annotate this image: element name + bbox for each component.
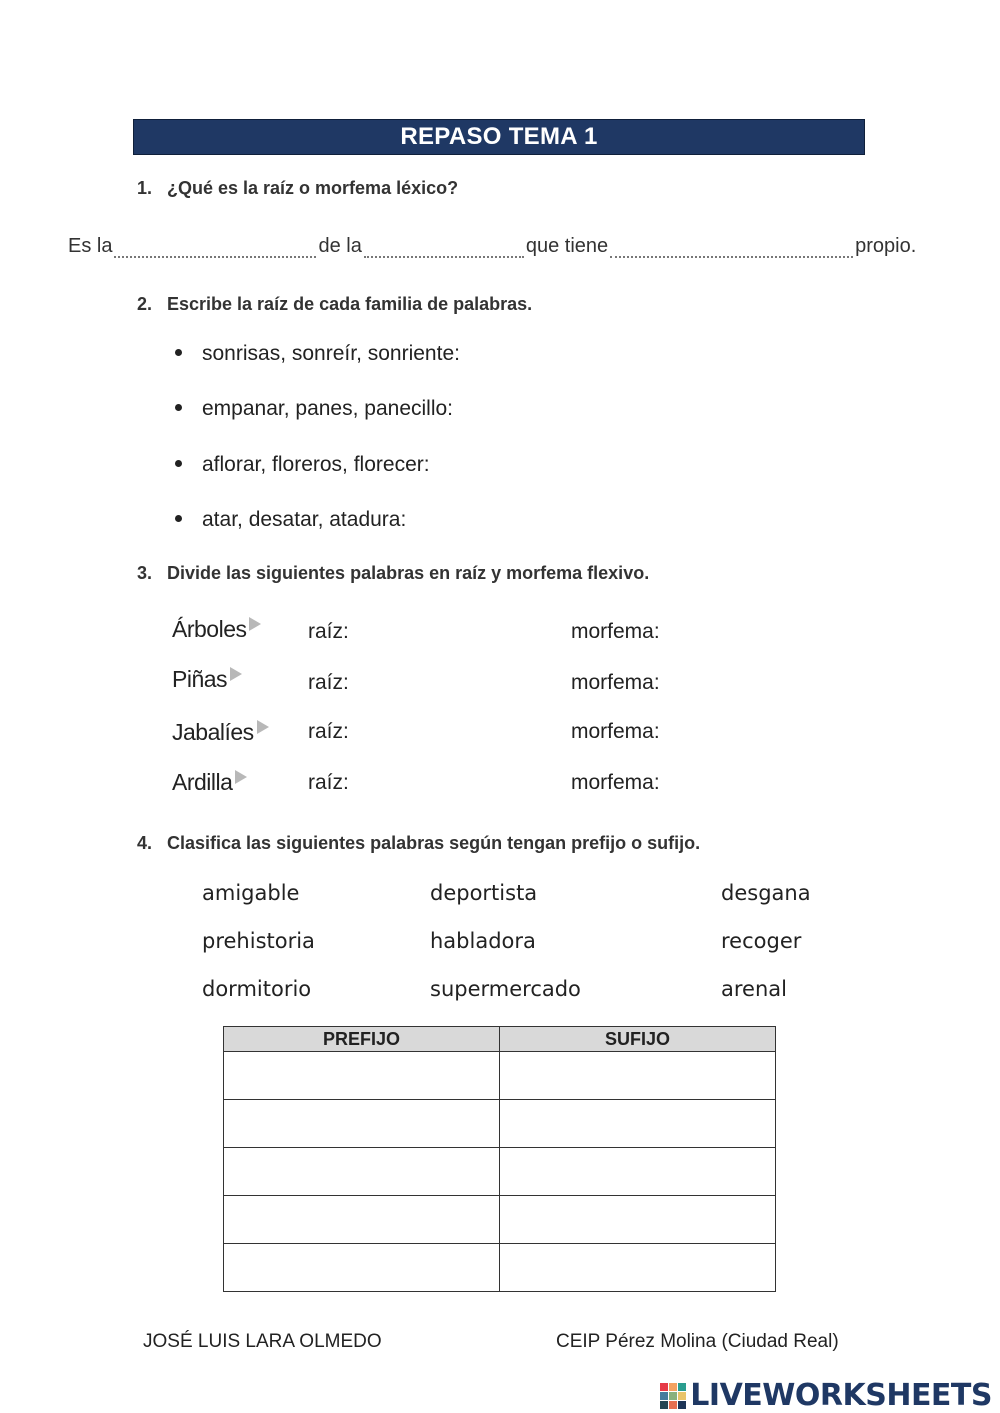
sufijo-cell[interactable] <box>500 1100 776 1148</box>
question-3-text: Divide las siguientes palabras en raíz y morfema flexivo. <box>167 563 650 583</box>
question-2-text: Escribe la raíz de cada familia de palabras. <box>167 294 533 314</box>
morfema-label: morfema: <box>571 671 660 694</box>
bullet-icon <box>175 404 182 411</box>
bullet-icon <box>175 515 182 522</box>
classify-word: deportista <box>430 881 538 905</box>
sentence-part-2: de la <box>318 235 362 257</box>
question-1 <box>137 178 458 199</box>
definition-sentence <box>68 232 948 258</box>
table-row <box>224 1244 776 1292</box>
morfema-label: morfema: <box>571 771 660 794</box>
question-4 <box>137 833 700 854</box>
sentence-part-1: Es la <box>68 235 113 257</box>
word-text: Jabalíes <box>172 719 254 745</box>
list-item <box>175 508 406 532</box>
footer-author: JOSÉ LUIS LARA OLMEDO <box>143 1331 382 1352</box>
prefijo-cell[interactable] <box>224 1052 500 1100</box>
list-item-text: empanar, panes, panecillo: <box>202 397 454 420</box>
prefijo-cell[interactable] <box>224 1148 500 1196</box>
answer-blank-1[interactable] <box>114 232 316 258</box>
word-jabalies <box>172 719 269 746</box>
answer-blank-3[interactable] <box>610 232 853 258</box>
sufijo-cell[interactable] <box>500 1244 776 1292</box>
list-item-text: sonrisas, sonreír, sonriente: <box>202 342 460 365</box>
sufijo-cell[interactable] <box>500 1148 776 1196</box>
table-row <box>224 1148 776 1196</box>
table-header-row <box>224 1027 776 1052</box>
list-item-text: atar, desatar, atadura: <box>202 508 407 531</box>
play-triangle-icon <box>235 770 247 784</box>
table-row <box>224 1052 776 1100</box>
header-prefijo: PREFIJO <box>224 1027 500 1052</box>
word-ardilla <box>172 769 247 796</box>
classify-word: habladora <box>430 929 536 953</box>
answer-blank-2[interactable] <box>364 232 524 258</box>
prefijo-cell[interactable] <box>224 1196 500 1244</box>
sufijo-cell[interactable] <box>500 1196 776 1244</box>
prefijo-cell[interactable] <box>224 1100 500 1148</box>
footer-school: CEIP Pérez Molina (Ciudad Real) <box>556 1331 839 1352</box>
word-pinas <box>172 666 242 693</box>
classify-word: desgana <box>721 881 811 905</box>
question-2 <box>137 294 532 315</box>
question-2-number: 2. <box>137 294 153 314</box>
question-1-text: ¿Qué es la raíz o morfema léxico? <box>167 178 459 198</box>
classify-word: supermercado <box>430 977 581 1001</box>
bullet-icon <box>175 460 182 467</box>
list-item <box>175 397 453 421</box>
page-title: REPASO TEMA 1 <box>400 123 598 150</box>
prefijo-cell[interactable] <box>224 1244 500 1292</box>
classify-word: prehistoria <box>202 929 315 953</box>
header-sufijo: SUFIJO <box>500 1027 776 1052</box>
word-text: Piñas <box>172 666 228 692</box>
raiz-label: raíz: <box>308 671 349 694</box>
sentence-part-3: que tiene <box>525 235 609 257</box>
page-title-bar <box>133 119 865 155</box>
brand-name: LIVEWORKSHEETS <box>690 1378 992 1413</box>
sufijo-cell[interactable] <box>500 1052 776 1100</box>
morfema-label: morfema: <box>571 720 660 743</box>
raiz-label: raíz: <box>308 720 349 743</box>
play-triangle-icon <box>230 667 242 681</box>
play-triangle-icon <box>249 617 261 631</box>
word-text: Ardilla <box>172 769 233 795</box>
brand-watermark <box>660 1378 992 1413</box>
classify-word: dormitorio <box>202 977 312 1001</box>
classify-word: recoger <box>721 929 802 953</box>
classification-table <box>223 1026 776 1292</box>
question-3-number: 3. <box>137 563 153 583</box>
table-row <box>224 1100 776 1148</box>
raiz-label: raíz: <box>308 771 349 794</box>
question-3 <box>137 563 649 584</box>
play-triangle-icon <box>257 720 269 734</box>
raiz-label: raíz: <box>308 620 349 643</box>
liveworksheets-logo-icon <box>660 1383 686 1409</box>
morfema-label: morfema: <box>571 620 660 643</box>
table-row <box>224 1196 776 1244</box>
question-4-text: Clasifica las siguientes palabras según tengan prefijo o sufijo. <box>167 833 701 853</box>
bullet-icon <box>175 349 182 356</box>
sentence-part-4: propio. <box>855 235 917 257</box>
word-text: Árboles <box>172 616 247 642</box>
list-item <box>175 342 460 366</box>
list-item <box>175 453 430 477</box>
classify-word: arenal <box>721 977 787 1001</box>
list-item-text: aflorar, floreros, florecer: <box>202 453 430 476</box>
classify-word: amigable <box>202 881 300 905</box>
question-4-number: 4. <box>137 833 153 853</box>
word-arboles <box>172 616 261 643</box>
question-1-number: 1. <box>137 178 153 198</box>
